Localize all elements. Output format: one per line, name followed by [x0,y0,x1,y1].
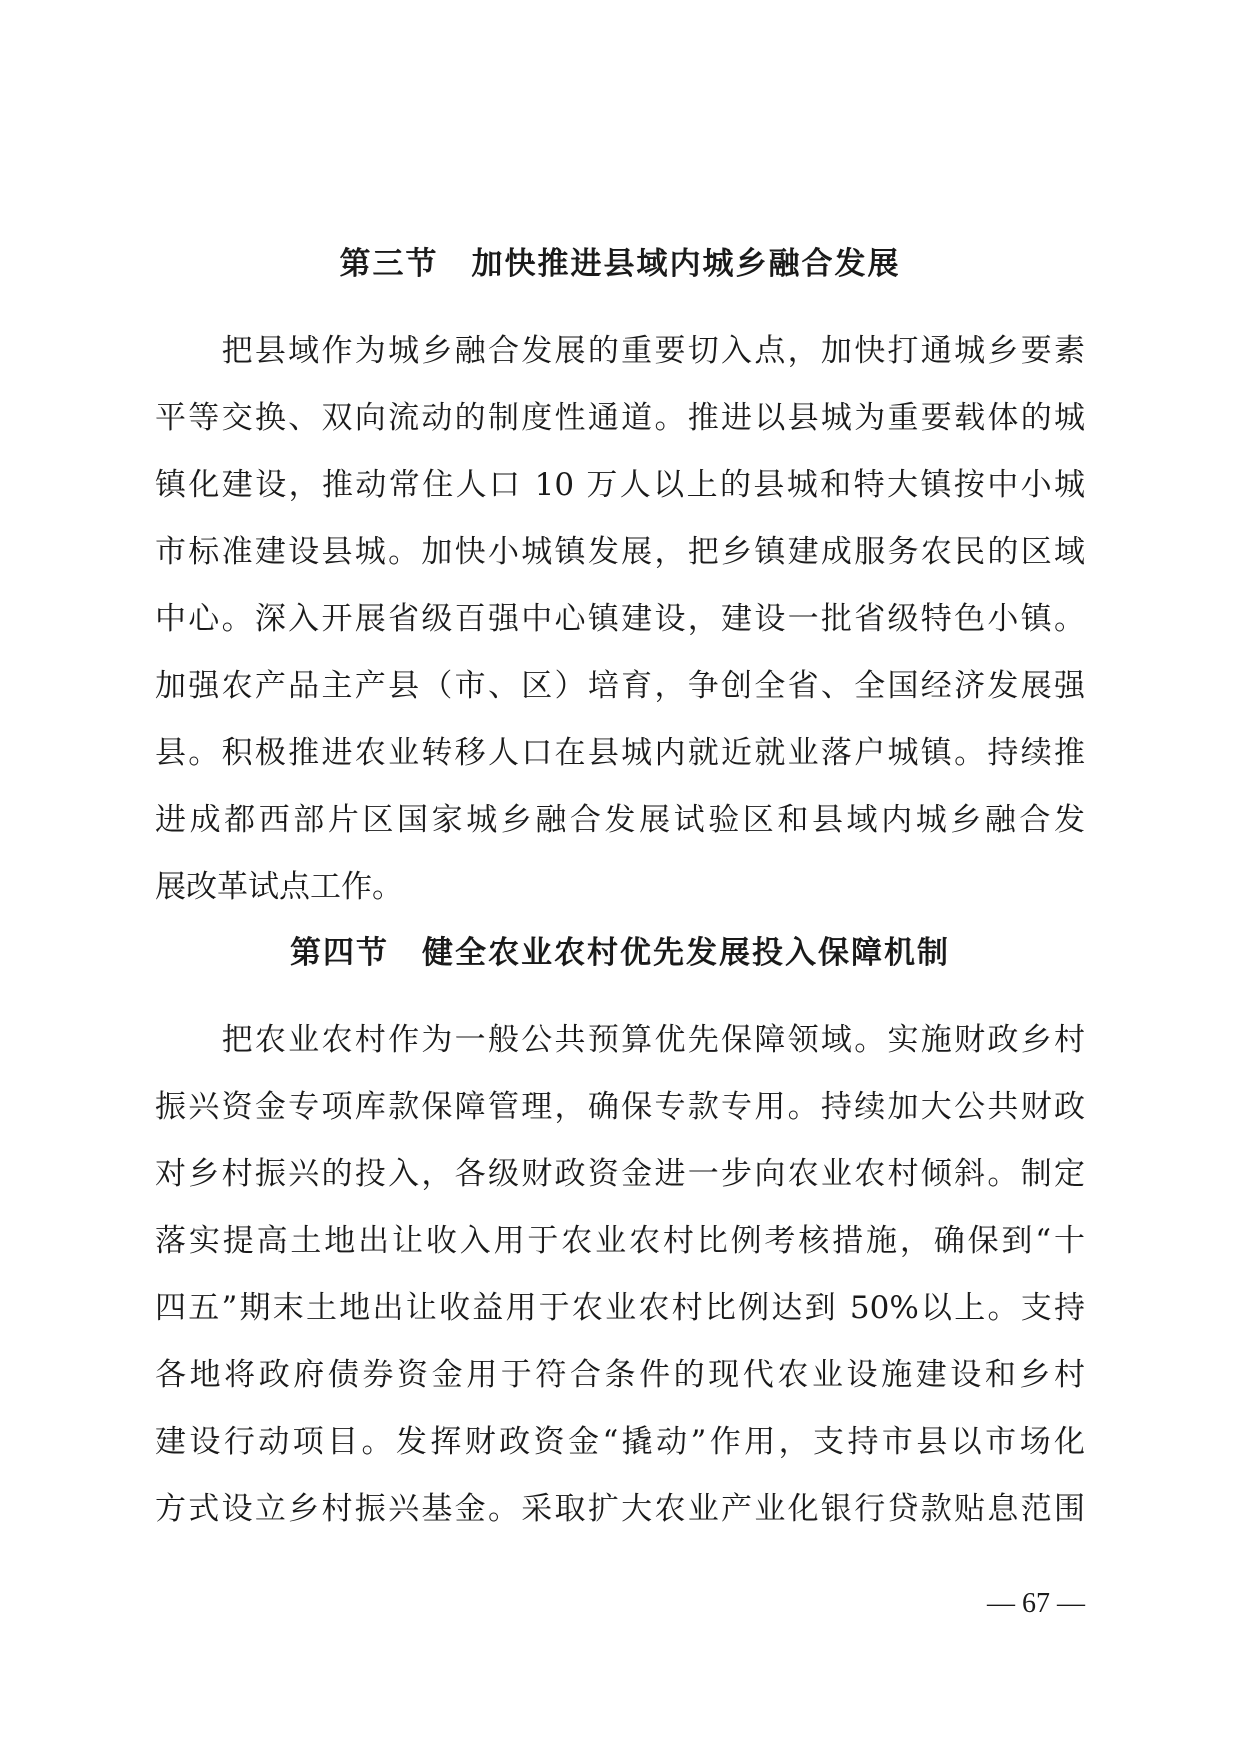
section-3-heading: 第三节 加快推进县域内城乡融合发展 [339,246,901,282]
paragraph-line: 加强农产品主产县（市、区）培育，争创全省、全国经济发展强 [155,668,1085,704]
paragraph-line: 对乡村振兴的投入，各级财政资金进一步向农业农村倾斜。制定 [155,1156,1085,1192]
paragraph-line: 县。积极推进农业转移人口在县城内就近就业落户城镇。持续推 [155,735,1085,771]
paragraph-line: 把县域作为城乡融合发展的重要切入点，加快打通城乡要素 [155,333,1085,369]
paragraph-line: 把农业农村作为一般公共预算优先保障领域。实施财政乡村 [155,1022,1085,1058]
paragraph-line: 四五”期末土地出让收益用于农业农村比例达到 50%以上。支持 [155,1290,1085,1326]
paragraph-line: 市标准建设县城。加快小城镇发展，把乡镇建成服务农民的区域 [155,534,1085,570]
paragraph-line: 中心。深入开展省级百强中心镇建设，建设一批省级特色小镇。 [155,601,1085,637]
page-number: — 67 — [987,1588,1085,1619]
section-4-heading: 第四节 健全农业农村优先发展投入保障机制 [290,935,950,971]
paragraph-line: 振兴资金专项库款保障管理，确保专款专用。持续加大公共财政 [155,1089,1085,1125]
paragraph-line: 展改革试点工作。 [155,869,403,905]
section-4-paragraph [155,1007,1085,1543]
paragraph-line: 平等交换、双向流动的制度性通道。推进以县城为重要载体的城 [155,400,1085,436]
paragraph-line: 方式设立乡村振兴基金。采取扩大农业产业化银行贷款贴息范围 [155,1491,1085,1527]
paragraph-line: 建设行动项目。发挥财政资金“撬动”作用，支持市县以市场化 [155,1424,1085,1460]
section-3-paragraph [155,318,1085,921]
paragraph-line: 进成都西部片区国家城乡融合发展试验区和县域内城乡融合发 [155,802,1085,838]
paragraph-line: 各地将政府债券资金用于符合条件的现代农业设施建设和乡村 [155,1357,1085,1393]
paragraph-line: 落实提高土地出让收入用于农业农村比例考核措施，确保到“十 [155,1223,1085,1259]
paragraph-line: 镇化建设，推动常住人口 10 万人以上的县城和特大镇按中小城 [155,467,1085,503]
